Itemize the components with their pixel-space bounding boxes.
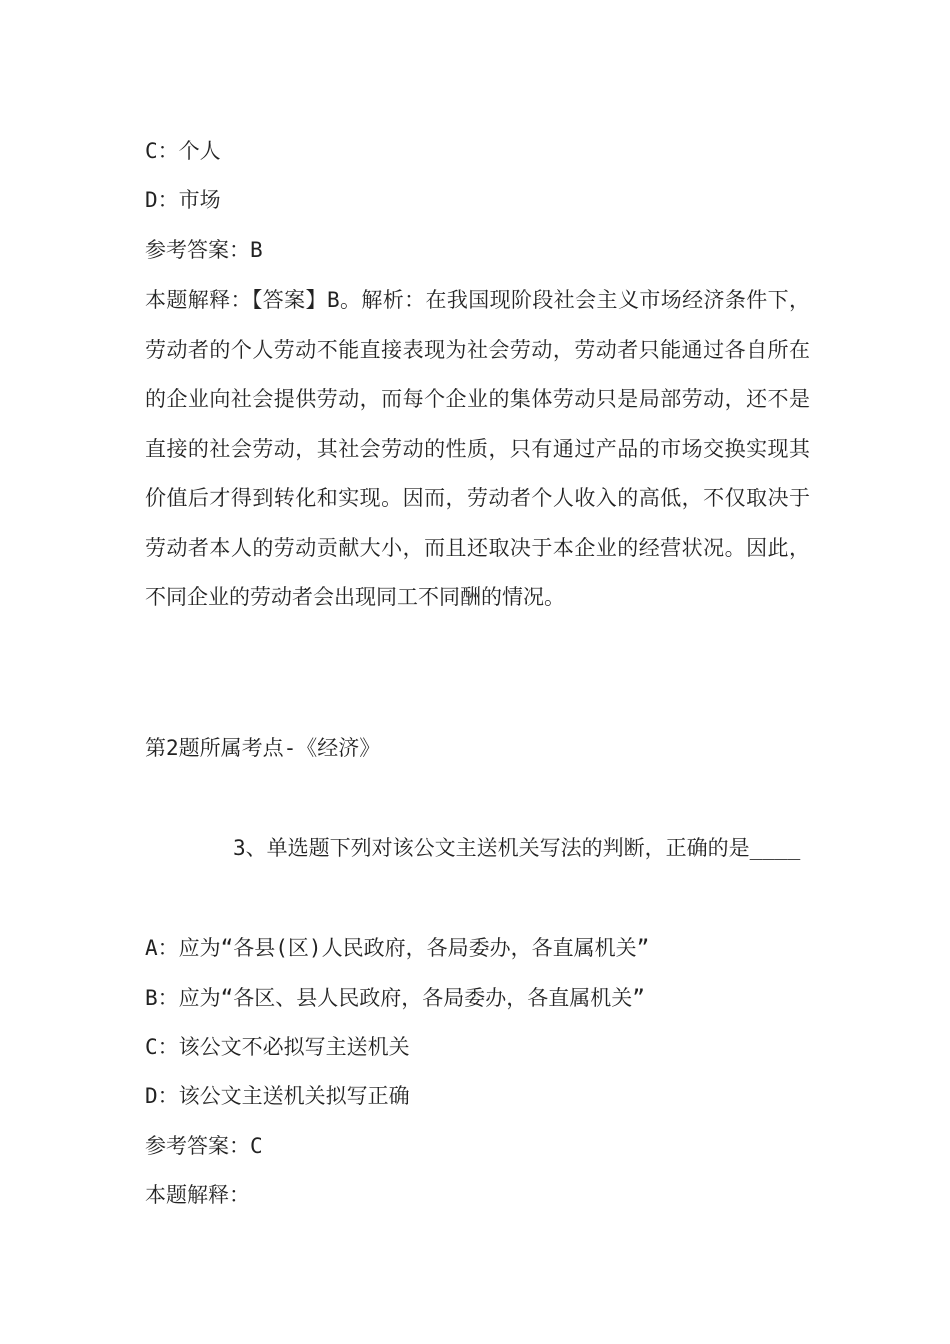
q3-explanation: 本题解释： — [145, 1183, 250, 1207]
q2-option-c: C：个人 — [145, 139, 221, 163]
q2-answer: 参考答案：B — [145, 238, 263, 262]
q3-option-d: D：该公文主送机关拟写正确 — [145, 1084, 410, 1108]
q2-option-d: D：市场 — [145, 188, 221, 212]
q3-stem: 3、单选题下列对该公文主送机关写法的判断，正确的是____ — [233, 836, 801, 860]
q2-explanation: 本题解释：【答案】B。解析：在我国现阶段社会主义市场经济条件下，劳动者的个人劳动不能直接表现为社会劳动，劳动者只能通过各自所在的企业向社会提供劳动，而每个企业的集体劳动只是局部劳动，还不是直接的社会劳动，其社会劳动的性质，只有通过产品的市场交换实现其价值后才得到转化和实现。因而，劳动者个人收入的高低，不仅取决于劳动者本人的劳动贡献大小，而且还取决于本企业的经营状况。因此，不同企业的劳动者会出现同工不同酬的情况。 — [145, 288, 810, 609]
q2-topic: 第2题所属考点-《经济》 — [145, 736, 381, 760]
q3-option-c: C：该公文不必拟写主送机关 — [145, 1035, 410, 1059]
q3-option-a: A：应为“各县(区)人民政府，各局委办，各直属机关” — [145, 936, 650, 960]
q3-option-b: B：应为“各区、县人民政府，各局委办，各直属机关” — [145, 986, 645, 1010]
q3-answer: 参考答案：C — [145, 1134, 263, 1158]
